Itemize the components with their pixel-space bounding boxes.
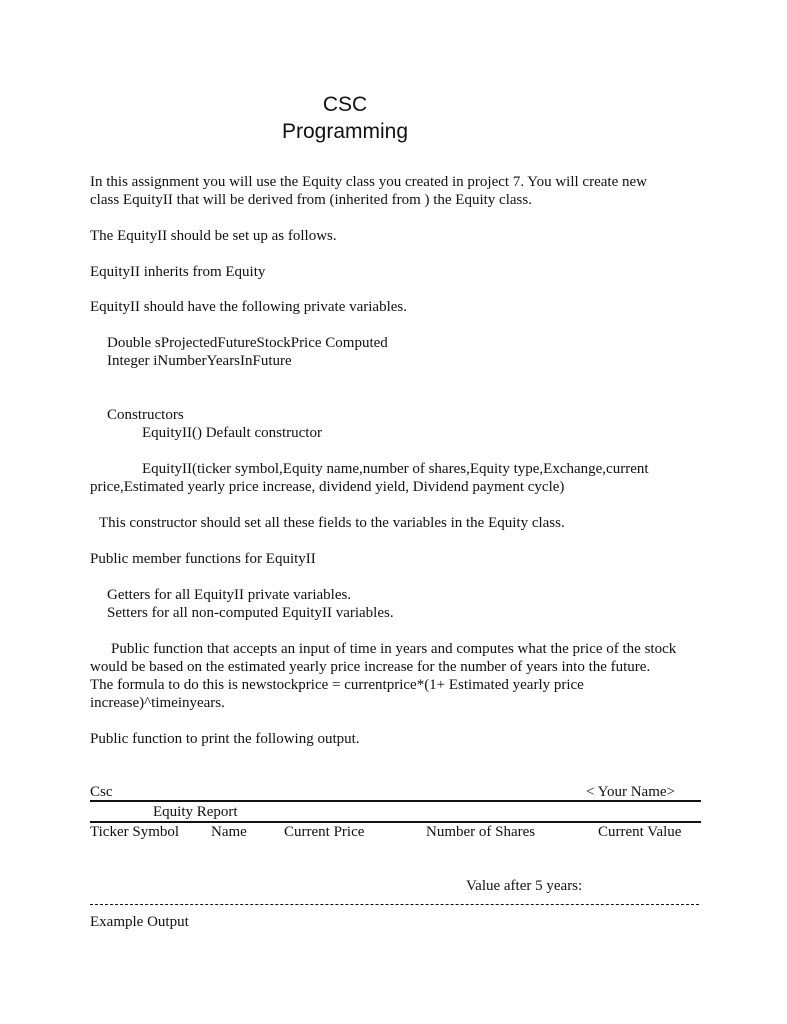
report-dashed-rule — [90, 904, 699, 905]
future-value-label: Value after 5 years: — [466, 878, 583, 894]
full-constructor-line-1: EquityII(ticker symbol,Equity name,number of shares,Equity type,Exchange,current — [142, 461, 649, 477]
constructor-note: This constructor should set all these fields to the variables in the Equity class. — [99, 515, 565, 531]
page-title-line2: Programming — [281, 120, 409, 143]
report-top-rule — [90, 800, 701, 802]
column-current-value: Current Value — [598, 824, 682, 840]
function-desc-line-2: would be based on the estimated yearly price increase for the number of years into the future. — [90, 659, 651, 675]
intro-line-2: class EquityII that will be derived from (inherited from ) the Equity class. — [90, 192, 532, 208]
constructors-heading: Constructors — [107, 407, 184, 423]
report-right-header: < Your Name> — [586, 784, 676, 800]
full-constructor-line-2: price,Estimated yearly price increase, dividend yield, Dividend payment cycle) — [90, 479, 565, 495]
getters-text: Getters for all EquityII private variables. — [107, 587, 352, 603]
function-desc-line-4: increase)^timeinyears. — [90, 695, 225, 711]
column-number-of-shares: Number of Shares — [426, 824, 536, 840]
default-constructor: EquityII() Default constructor — [142, 425, 322, 441]
private-var-2: Integer iNumberYearsInFuture — [107, 353, 292, 369]
column-ticker-symbol: Ticker Symbol — [90, 824, 180, 840]
report-header-rule — [90, 821, 701, 823]
function-desc-line-1: Public function that accepts an input of time in years and computes what the price of the stock — [111, 641, 677, 657]
example-output-label: Example Output — [90, 914, 189, 930]
column-name: Name — [211, 824, 247, 840]
private-var-1: Double sProjectedFutureStockPrice Computed — [107, 335, 388, 351]
function-desc-line-3: The formula to do this is newstockprice = currentprice*(1+ Estimated yearly price — [90, 677, 584, 693]
setup-text: The EquityII should be set up as follows. — [90, 228, 337, 244]
private-vars-heading: EquityII should have the following private variables. — [90, 299, 407, 315]
public-functions-heading: Public member functions for EquityII — [90, 551, 316, 567]
setters-text: Setters for all non-computed EquityII variables. — [107, 605, 394, 621]
print-heading: Public function to print the following output. — [90, 731, 360, 747]
page-title-line1: CSC — [322, 93, 368, 116]
column-current-price: Current Price — [284, 824, 365, 840]
inherits-text: EquityII inherits from Equity — [90, 264, 266, 280]
intro-line-1: In this assignment you will use the Equity class you created in project 7. You will create new — [90, 174, 647, 190]
report-left-header: Csc — [90, 784, 113, 800]
report-title: Equity Report — [153, 804, 238, 820]
